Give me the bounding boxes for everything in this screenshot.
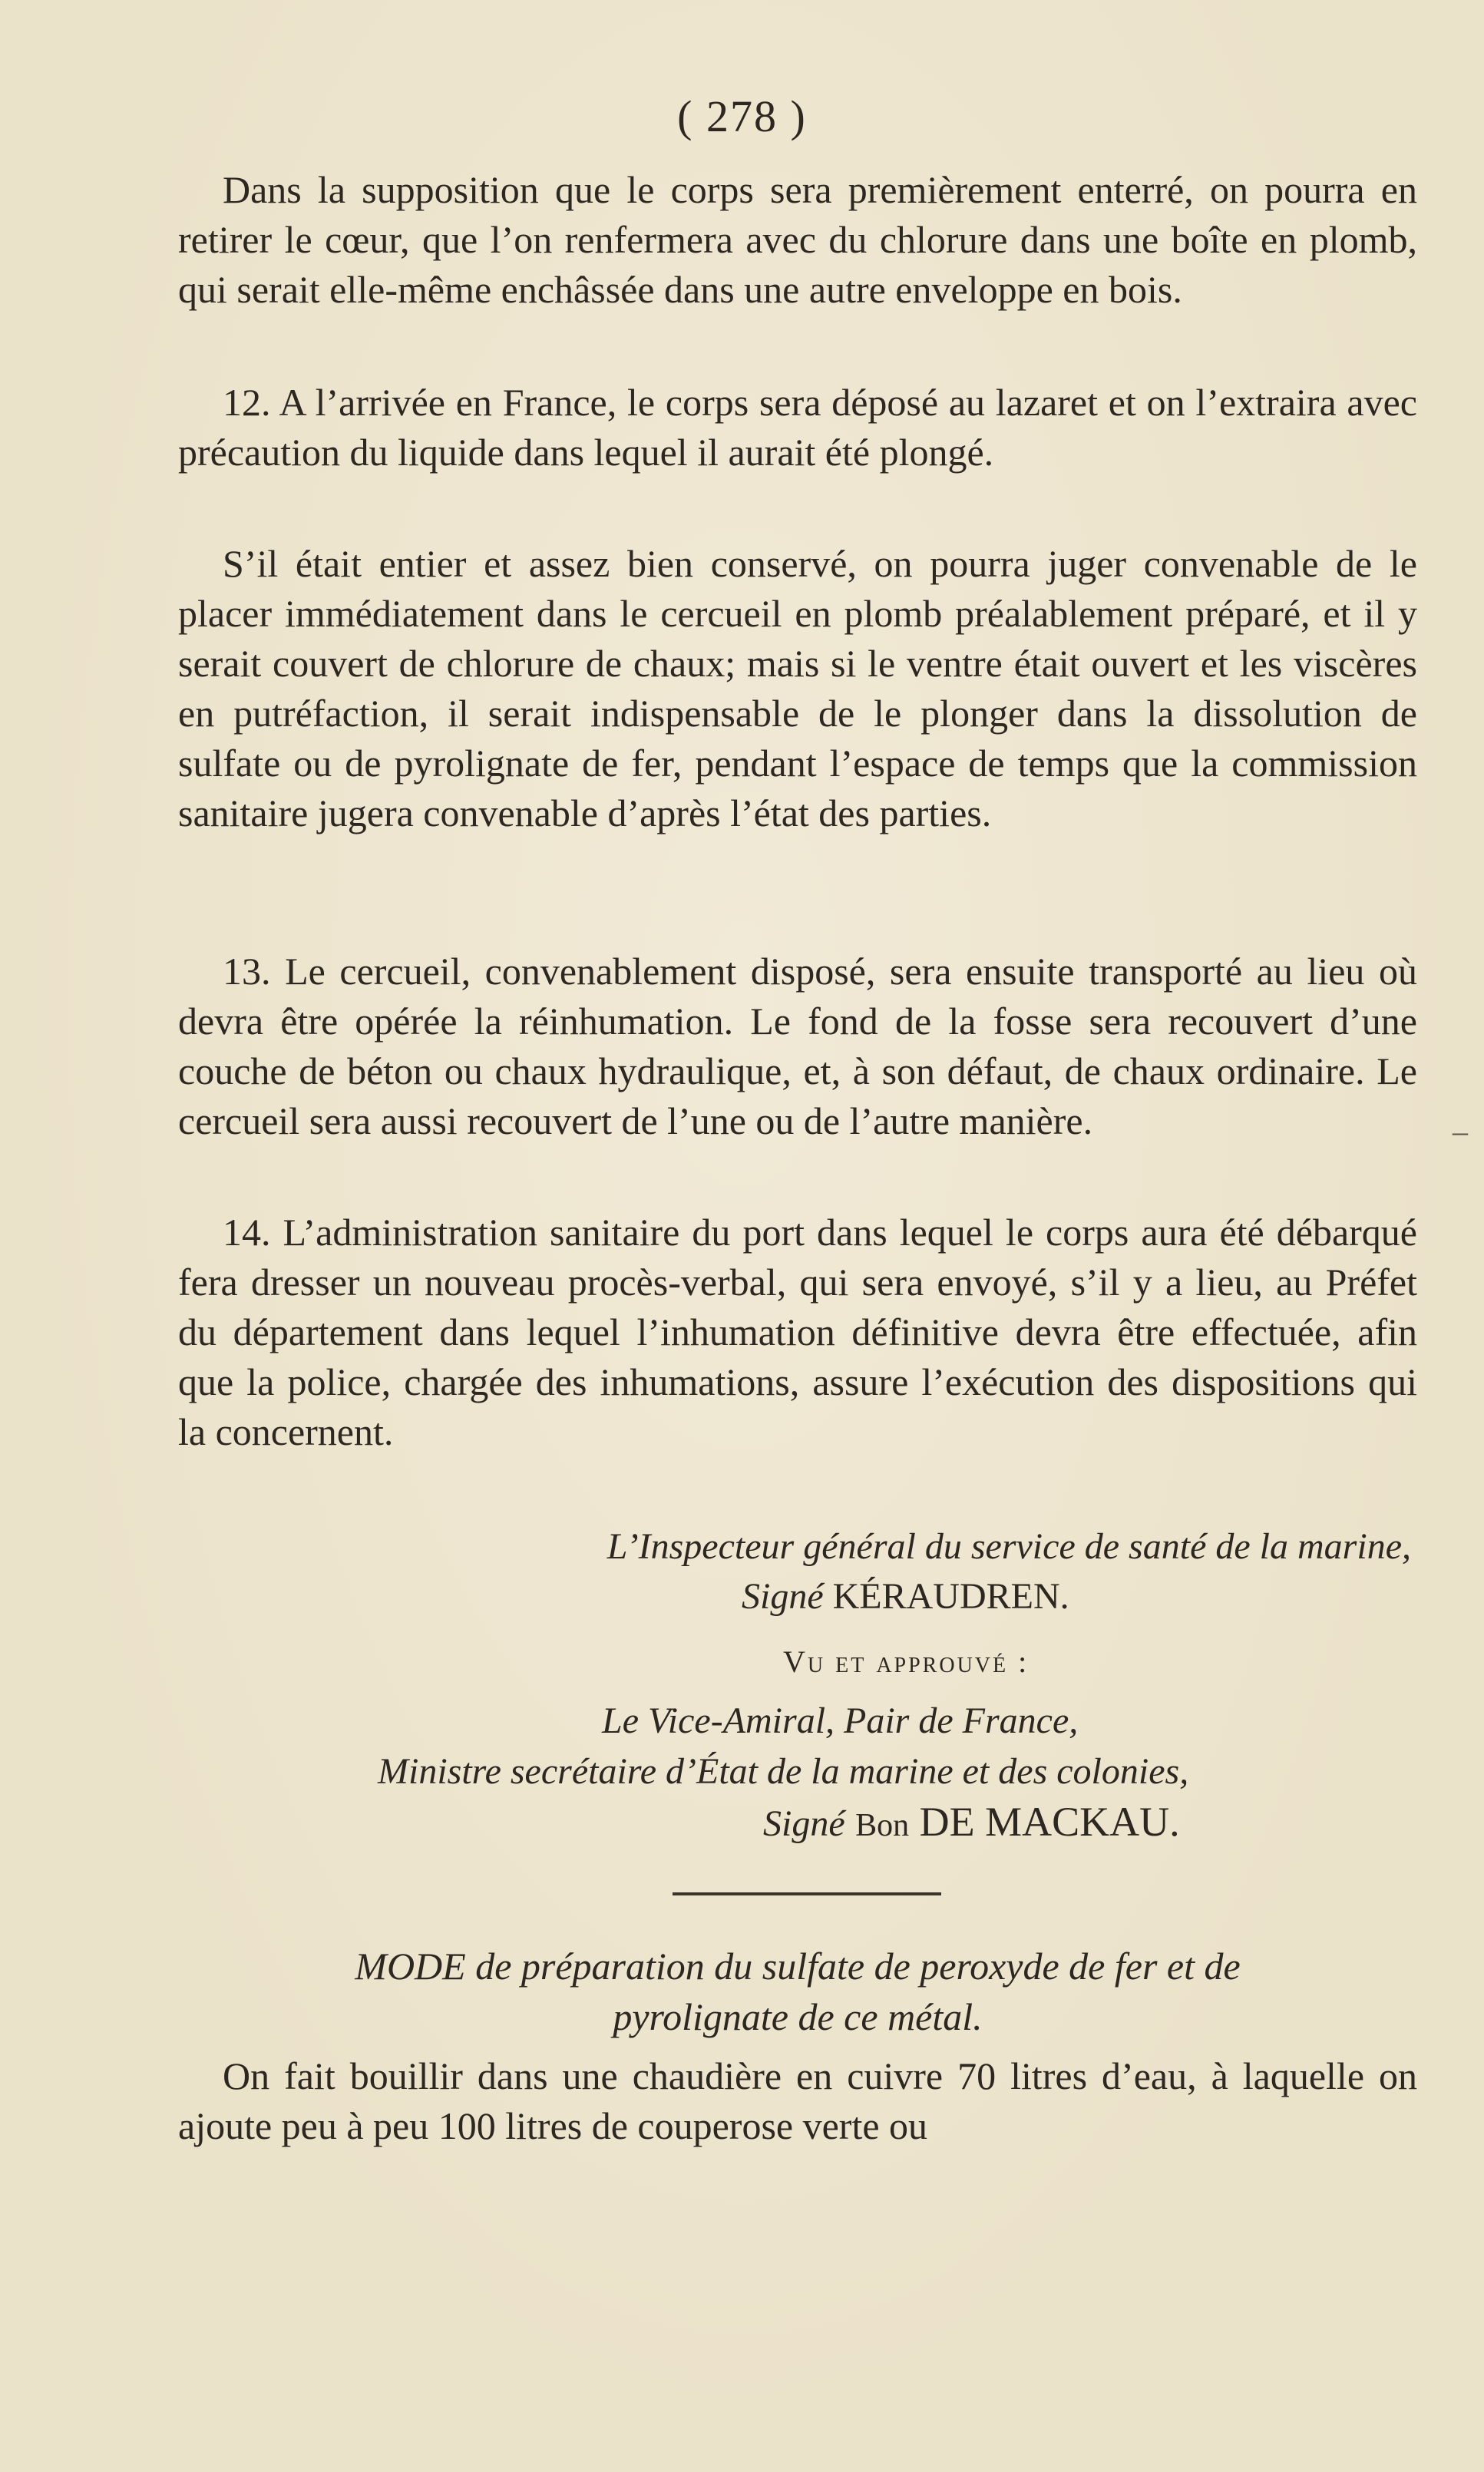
section-title — [178, 1941, 1417, 2042]
vice-admiral-title: Le Vice-Amiral, Pair de France, — [602, 1700, 1079, 1741]
margin-dash-mark: – — [1453, 1114, 1468, 1148]
section-divider — [673, 1892, 941, 1895]
minister-signature — [763, 1799, 1180, 1849]
signatory-name: KÉRAUDREN. — [832, 1576, 1069, 1617]
signatory-name: DE MACKAU. — [919, 1799, 1180, 1845]
inspector-signature — [742, 1574, 1069, 1620]
paragraph-text: 14. L’administration sanitaire du port dans lequel le corps aura été débarqué fera dresser un nouveau procès-verbal, qui sera envoyé, s’il y a lieu, au Préfet du département dans lequel l’inhumation définitive devra être effectuée, afin que la police, chargée des inhumations, assure l’exécution des dispositions qui la concernent. — [178, 1211, 1417, 1453]
baron-abbreviation: Bon — [855, 1808, 910, 1843]
paragraph-text: S’il était entier et assez bien conservé, on pourra juger convenable de le placer immédiatement dans le cercueil en plomb préalablement préparé, et il y serait couvert de chlorure de chaux; mais si le ventre était ouvert et les viscères en putréfaction, il serait indispensable de le plonger dans la dissolution de sulfate ou de pyrolignate de fer, pendant l’espace de temps que la commission sanitaire jugera convenable d’après l’état des parties. — [178, 542, 1417, 834]
paragraph-text: 13. Le cercueil, convenablement disposé, sera ensuite transporté au lieu où devra être opérée la réinhumation. Le fond de la fosse sera recouvert d’une couche de béton ou chaux hydraulique, et, à son défaut, de chaux ordinaire. Le cercueil sera aussi recouvert de l’une ou de l’autre manière. — [178, 950, 1417, 1142]
paragraph-conservation — [178, 539, 1417, 838]
signed-label: Signé — [742, 1576, 824, 1617]
paragraph-article-13 — [178, 947, 1417, 1146]
paragraph-text: Dans la supposition que le corps sera premièrement enterré, on pourra en retirer le cœur, que l’on renfermera avec du chlorure dans une boîte en plomb, qui serait elle-même enchâssée dans une autre enveloppe en bois. — [178, 168, 1417, 311]
section-title-line: pyrolignate de ce métal. — [613, 1995, 983, 2038]
paragraph-preparation — [178, 2051, 1417, 2151]
inspector-title: L’Inspecteur général du service de santé de la marine, — [606, 1526, 1411, 1567]
paragraph-heart-removal — [178, 165, 1417, 315]
approval-heading: Vu et approuvé : — [783, 1644, 1030, 1679]
signed-label: Signé — [763, 1803, 845, 1844]
page-number: ( 278 ) — [677, 91, 807, 141]
paragraph-article-12 — [178, 378, 1417, 478]
minister-title: Ministre secrétaire d’État de la marine et des colonies, — [378, 1751, 1189, 1792]
section-title-line: MODE de préparation du sulfate de peroxyde de fer et de — [355, 1945, 1241, 1988]
paragraph-article-14 — [178, 1208, 1417, 1457]
paragraph-text: On fait bouillir dans une chaudière en cuivre 70 litres d’eau, à laquelle on ajoute peu à peu 100 litres de couperose verte ou — [178, 2054, 1417, 2147]
paragraph-text: 12. A l’arrivée en France, le corps sera déposé au lazaret et on l’extraira avec précaution du liquide dans lequel il aurait été plongé. — [178, 381, 1417, 474]
